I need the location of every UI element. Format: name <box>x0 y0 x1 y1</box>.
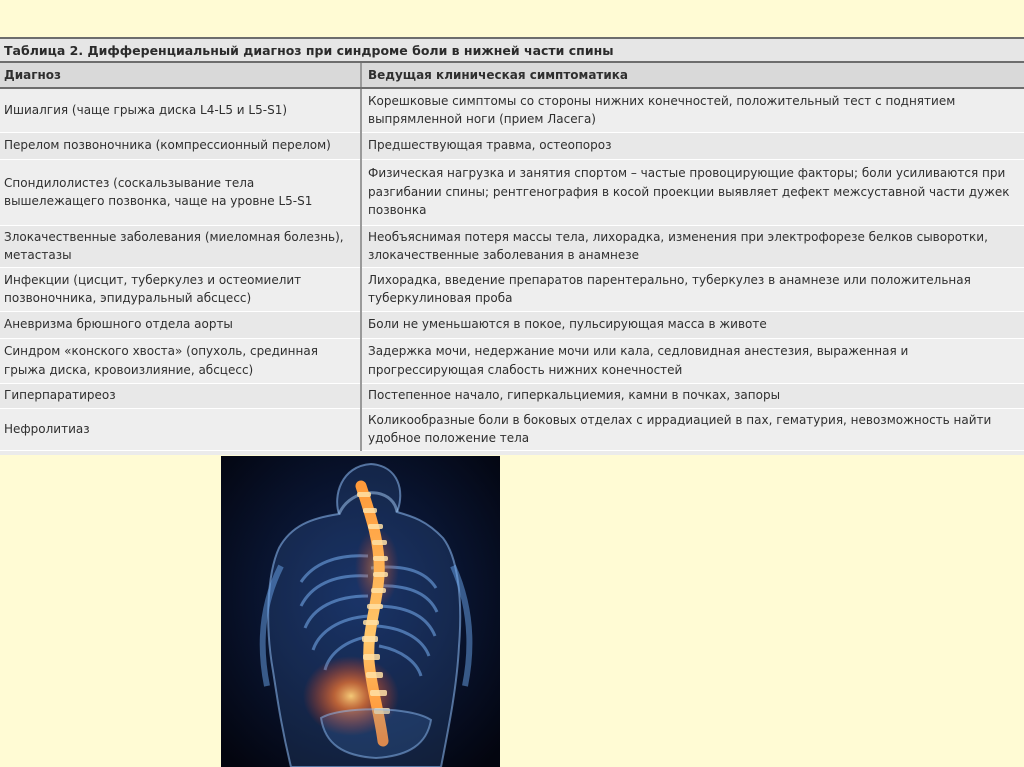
symptoms-cell: Необъяснимая потеря массы тела, лихорадка, изменения при электрофорезе белков сыворотки, злокачественные заболевания в анамнезе <box>361 225 1024 267</box>
table-row <box>0 267 1024 311</box>
diagnosis-cell: Спондилолистез (соскальзывание тела вышележащего позвонка, чаще на уровне L5-S1 <box>0 159 361 225</box>
table-row <box>0 338 1024 383</box>
symptoms-cell: Предшествующая травма, остеопороз <box>361 132 1024 159</box>
symptoms-cell: Корешковые симптомы со стороны нижних конечностей, положительный тест с поднятием выпрямленной ноги (прием Ласега) <box>361 88 1024 132</box>
table-row <box>0 88 1024 132</box>
diagnosis-cell: Ишиалгия (чаще грыжа диска L4-L5 и L5-S1) <box>0 88 361 132</box>
diagnosis-cell: Гиперпаратиреоз <box>0 383 361 408</box>
symptoms-cell: Физическая нагрузка и занятия спортом – частые провоцирующие факторы; боли усиливаются при разгибании спины; рентгенография в косой проекции выявляет дефект межсуставной части дужек позвонка <box>361 159 1024 225</box>
symptoms-cell: Задержка мочи, недержание мочи или кала, седловидная анестезия, выраженная и прогрессирующая слабость нижних конечностей <box>361 338 1024 383</box>
symptoms-cell: Боли не уменьшаются в покое, пульсирующая масса в животе <box>361 311 1024 338</box>
diagnosis-cell: Аневризма брюшного отдела аорты <box>0 311 361 338</box>
symptoms-cell: Постепенное начало, гиперкальциемия, камни в почках, запоры <box>361 383 1024 408</box>
table-row <box>0 132 1024 159</box>
table-title: Таблица 2. Дифференциальный диагноз при синдроме боли в нижней части спины <box>0 37 1024 63</box>
diagnosis-cell: Инфекции (цисцит, туберкулез и остеомиелит позвоночника, эпидуральный абсцесс) <box>0 267 361 311</box>
differential-diagnosis-table <box>0 63 1024 451</box>
diagnosis-cell: Злокачественные заболевания (миеломная болезнь), метастазы <box>0 225 361 267</box>
symptoms-cell: Коликообразные боли в боковых отделах с иррадиацией в пах, гематурия, невозможность найти удобное положение тела <box>361 408 1024 450</box>
xray-spine-illustration <box>221 456 500 767</box>
diagnosis-cell: Синдром «конского хвоста» (опухоль, срединная грыжа диска, кровоизлияние, абсцесс) <box>0 338 361 383</box>
table-row <box>0 311 1024 338</box>
symptoms-cell: Лихорадка, введение препаратов парентерально, туберкулез в анамнезе или положительная туберкулиновая проба <box>361 267 1024 311</box>
diagnosis-cell: Нефролитиаз <box>0 408 361 450</box>
diagnosis-table-block <box>0 37 1024 455</box>
column-header-symptoms: Ведущая клиническая симптоматика <box>361 63 1024 88</box>
table-row <box>0 225 1024 267</box>
table-row <box>0 159 1024 225</box>
diagnosis-cell: Перелом позвоночника (компрессионный перелом) <box>0 132 361 159</box>
table-row <box>0 383 1024 408</box>
table-row <box>0 408 1024 450</box>
column-header-diagnosis: Диагноз <box>0 63 361 88</box>
table-header-row <box>0 63 1024 88</box>
xray-spine-image <box>221 456 500 767</box>
